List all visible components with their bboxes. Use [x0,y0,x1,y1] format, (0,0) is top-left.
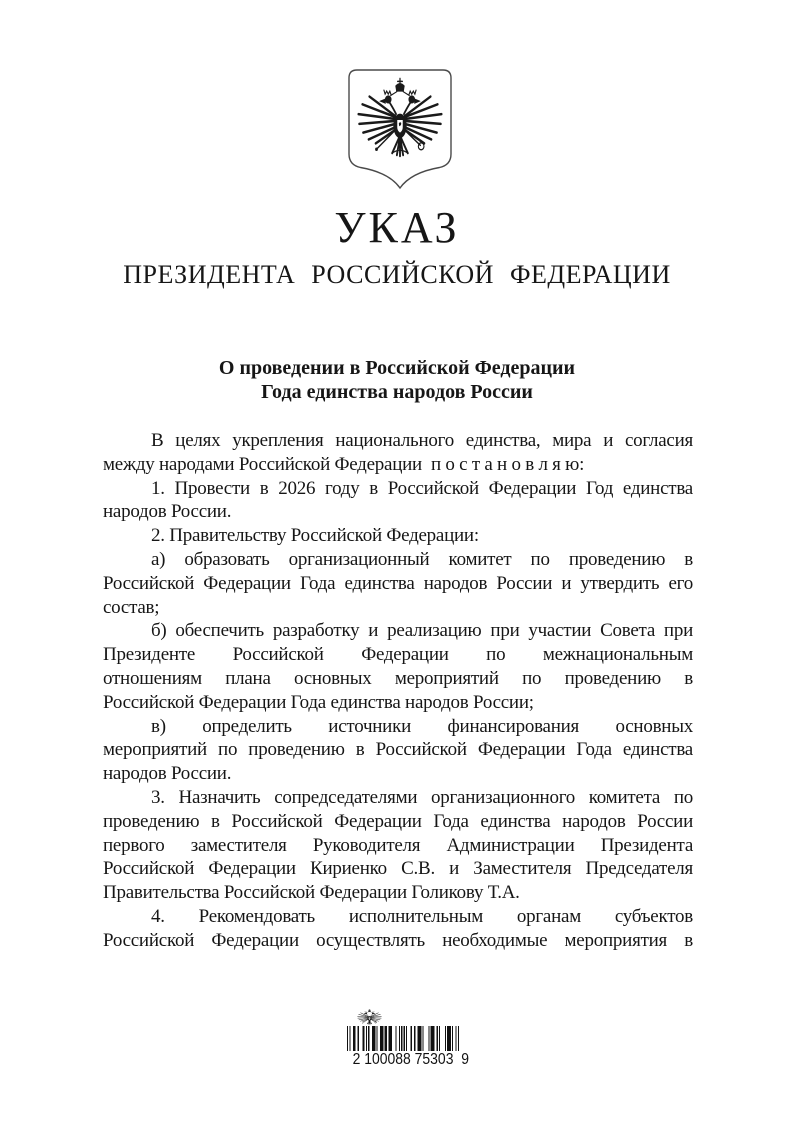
barcode-bar [368,1026,369,1051]
paragraph-line: Российской Федерации Года единства народов России и утвердить его [103,572,693,594]
paragraph-line: первого заместителя Руководителя Администрации Президента [103,834,693,856]
barcode-bar [439,1026,440,1051]
barcode [347,1026,459,1051]
barcode-bar [376,1026,377,1051]
decree-type-title: УКАЗ [334,203,460,252]
barcode-bar [418,1026,422,1051]
decree-subject-title [0,356,794,404]
barcode-bar [447,1026,451,1051]
paragraph-line: состав; [103,596,160,618]
paragraph-line: 3. Назначить сопредседателями организационного комитета по [151,786,693,808]
barcode-bar [414,1026,415,1051]
paragraph-line: б) обеспечить разработку и реализацию при участии Совета при [151,620,693,642]
paragraph [103,715,693,786]
barcode-bar [428,1026,429,1051]
paragraph-line: 4. Рекомендовать исполнительным органам субъектов [151,905,693,927]
paragraph [103,548,693,619]
double-headed-eagle-icon [353,77,447,159]
barcode-bar [455,1026,456,1051]
barcode-bar [366,1026,367,1051]
barcode-bar [349,1026,350,1051]
barcode-bar [380,1026,384,1051]
barcode-bar [406,1026,407,1051]
small-eagle-mark-icon [356,1009,383,1025]
barcode-bar [358,1026,359,1051]
decree-subject-line-1: О проведении в Российской Федерации [218,357,576,379]
barcode-bar [431,1026,435,1051]
paragraph [103,619,693,714]
paragraph-line: Правительства Российской Федерации Голикову Т.А. [103,882,520,904]
decree-body [103,429,693,953]
paragraph-line: в) определить источники финансирования основных [151,715,693,737]
barcode-bar [353,1026,355,1051]
barcode-bar [401,1026,402,1051]
paragraph-line: Президенте Российской Федерации по межнациональным [103,644,693,666]
paragraph-line: отношениям плана основных мероприятий по проведению в [103,667,693,689]
paragraph-line: проведению в Российской Федерации Года единства народов России [103,810,693,832]
paragraph [103,786,693,905]
paragraph [103,524,693,548]
barcode-bar [411,1026,412,1051]
barcode-bar [395,1026,396,1051]
paragraph-line: между народами Российской Федерации п о с т а н о в л я ю: [103,453,585,475]
barcode-bar [362,1026,364,1051]
paragraph-line: Российской Федерации осуществлять необходимые мероприятия в [103,929,693,951]
paragraph-line: мероприятий по проведению в Российской Федерации Года единства [103,739,693,761]
publication-barcode-block [347,1009,469,1068]
barcode-bar [388,1026,392,1051]
paragraph-line: а) образовать организационный комитет по проведению в [151,548,693,570]
barcode-number: 2 100088 75303 9 [352,1051,469,1068]
paragraph-line: В целях укрепления национального единства, мира и согласия [151,430,693,451]
paragraph [103,477,693,525]
decree-issuer-title: ПРЕЗИДЕНТА РОССИЙСКОЙ ФЕДЕРАЦИИ [123,260,671,289]
barcode-bar [347,1026,348,1051]
paragraph-line: народов России. [103,501,232,523]
barcode-bar [399,1026,400,1051]
paragraph-line: Российской Федерации Года единства народов России; [103,691,534,713]
coat-of-arms-box [347,68,453,192]
paragraph [103,429,693,477]
barcode-bar [385,1026,387,1051]
barcode-bar [458,1026,459,1051]
paragraph-line: народов России. [103,763,232,785]
barcode-bar [372,1026,376,1051]
paragraph-line: 2. Правительству Российской Федерации: [151,525,479,547]
barcode-bar [445,1026,446,1051]
paragraph-line: Российской Федерации Кириенко С.В. и Заместителя Председателя [103,858,693,880]
barcode-bar [404,1026,405,1051]
paragraph-line: 1. Провести в 2026 году в Российской Федерации Год единства [151,477,693,499]
decree-subject-line-2: Года единства народов России [261,381,533,403]
barcode-bar [452,1026,453,1051]
barcode-bar [422,1026,423,1051]
paragraph [103,905,693,953]
barcode-bar [437,1026,438,1051]
